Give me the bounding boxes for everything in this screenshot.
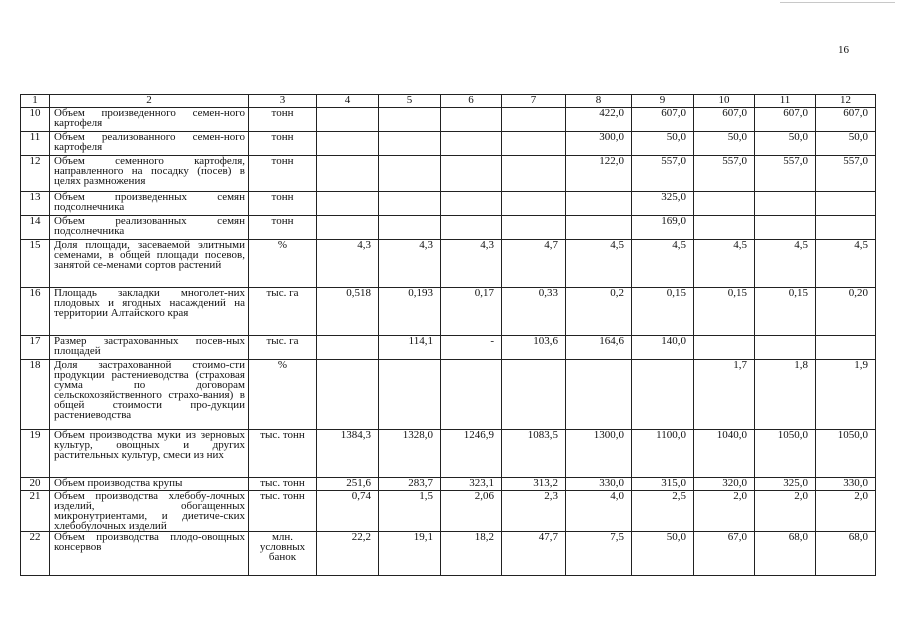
value-cell: 50,0 [755,132,816,156]
row-number: 14 [21,216,50,240]
value-cell [317,216,379,240]
value-cell: 2,06 [441,491,502,532]
table-row [21,240,876,288]
value-cell: 323,1 [441,478,502,491]
value-cell: 0,193 [379,288,441,336]
value-cell [379,108,441,132]
row-number: 19 [21,430,50,478]
table-row [21,532,876,576]
value-cell: 50,0 [632,532,694,576]
row-number: 20 [21,478,50,491]
unit-cell: тыс. га [249,336,317,360]
value-cell: 283,7 [379,478,441,491]
table-row [21,156,876,192]
value-cell: 1100,0 [632,430,694,478]
value-cell: 4,5 [566,240,632,288]
value-cell: 1246,9 [441,430,502,478]
value-cell: 607,0 [632,108,694,132]
value-cell: 0,15 [755,288,816,336]
value-cell [502,108,566,132]
indicator-name: Объем семенного картофеля, направленного на посадку (посев) в целях размножения [50,156,249,192]
value-cell: 4,3 [441,240,502,288]
table-row [21,132,876,156]
value-cell [317,360,379,430]
indicator-name: Объем производства крупы [50,478,249,491]
value-cell: 67,0 [694,532,755,576]
value-cell: 557,0 [632,156,694,192]
value-cell [755,216,816,240]
value-cell: 320,0 [694,478,755,491]
value-cell: 50,0 [632,132,694,156]
row-number: 11 [21,132,50,156]
value-cell: 1,8 [755,360,816,430]
row-number: 15 [21,240,50,288]
value-cell: 2,3 [502,491,566,532]
value-cell: 2,5 [632,491,694,532]
value-cell: 164,6 [566,336,632,360]
value-cell [632,360,694,430]
value-cell: 0,2 [566,288,632,336]
value-cell: 0,33 [502,288,566,336]
value-cell: 4,5 [816,240,876,288]
row-number: 12 [21,156,50,192]
header-cell: 8 [566,95,632,108]
value-cell: 0,15 [632,288,694,336]
header-cell: 6 [441,95,502,108]
value-cell [441,108,502,132]
header-cell: 2 [50,95,249,108]
value-cell [317,156,379,192]
value-cell: 4,5 [694,240,755,288]
row-number: 22 [21,532,50,576]
value-cell: 315,0 [632,478,694,491]
value-cell [694,192,755,216]
value-cell: 68,0 [816,532,876,576]
value-cell: 47,7 [502,532,566,576]
table-row [21,288,876,336]
value-cell: 251,6 [317,478,379,491]
indicator-name: Объем производства плодо-овощных консервов [50,532,249,576]
value-cell: 557,0 [816,156,876,192]
value-cell: 1300,0 [566,430,632,478]
value-cell: 1083,5 [502,430,566,478]
header-cell: 9 [632,95,694,108]
value-cell: 1040,0 [694,430,755,478]
value-cell [379,216,441,240]
indicator-name: Размер застрахованных посев-ных площадей [50,336,249,360]
value-cell: 7,5 [566,532,632,576]
value-cell: 607,0 [755,108,816,132]
value-cell [379,156,441,192]
header-row [21,95,876,108]
unit-cell: тонн [249,192,317,216]
value-cell [566,216,632,240]
value-cell [566,360,632,430]
value-cell: 68,0 [755,532,816,576]
unit-cell: тонн [249,108,317,132]
value-cell: 325,0 [755,478,816,491]
header-cell: 1 [21,95,50,108]
unit-cell: тыс. тонн [249,430,317,478]
value-cell: 330,0 [566,478,632,491]
row-number: 17 [21,336,50,360]
value-cell [502,192,566,216]
header-cell: 5 [379,95,441,108]
value-cell: 4,0 [566,491,632,532]
value-cell: 4,5 [755,240,816,288]
value-cell: 4,3 [317,240,379,288]
value-cell: 0,17 [441,288,502,336]
table-row [21,216,876,240]
row-number: 10 [21,108,50,132]
value-cell [317,192,379,216]
value-cell: 114,1 [379,336,441,360]
unit-cell: % [249,360,317,430]
value-cell [816,216,876,240]
indicator-name: Объем производства хлебобу-лочных изделий, обогащенных микронутриентами, и диетиче-ских хлебобулочных изделий [50,491,249,532]
value-cell: 2,0 [755,491,816,532]
value-cell [379,132,441,156]
value-cell: 0,15 [694,288,755,336]
header-cell: 12 [816,95,876,108]
value-cell: 422,0 [566,108,632,132]
unit-cell: тонн [249,156,317,192]
value-cell: 140,0 [632,336,694,360]
value-cell [441,360,502,430]
value-cell: 122,0 [566,156,632,192]
value-cell [694,336,755,360]
value-cell [317,132,379,156]
value-cell: 2,0 [816,491,876,532]
table-row [21,491,876,532]
value-cell [441,216,502,240]
value-cell [379,192,441,216]
value-cell [317,108,379,132]
value-cell [694,216,755,240]
value-cell [566,192,632,216]
table-row [21,108,876,132]
value-cell [502,216,566,240]
value-cell [755,192,816,216]
unit-cell: тыс. тонн [249,478,317,491]
value-cell: 4,7 [502,240,566,288]
value-cell [755,336,816,360]
header-cell: 11 [755,95,816,108]
indicator-name: Объем производства муки из зерновых культур, овощных и других растительных культур, смеси из них [50,430,249,478]
indicator-name: Площадь закладки многолет-них плодовых и ягодных насаждений на территории Алтайского края [50,288,249,336]
value-cell: 1050,0 [816,430,876,478]
value-cell: 1,5 [379,491,441,532]
value-cell: 557,0 [694,156,755,192]
header-cell: 3 [249,95,317,108]
unit-cell: тонн [249,132,317,156]
indicator-name: Объем произведенных семян подсолнечника [50,192,249,216]
value-cell: 557,0 [755,156,816,192]
value-cell [816,336,876,360]
value-cell: 330,0 [816,478,876,491]
value-cell: 0,20 [816,288,876,336]
indicator-name: Доля застрахованной стоимо-сти продукции растениеводства (страховая сумма по договорам сельскохозяйственного страхо-вания) в общей стоимости про-дукции растениеводства [50,360,249,430]
indicator-name: Объем произведенного семен-ного картофеля [50,108,249,132]
value-cell: 19,1 [379,532,441,576]
value-cell: 4,5 [632,240,694,288]
table-row [21,478,876,491]
value-cell [502,132,566,156]
value-cell: 1,9 [816,360,876,430]
unit-cell: млн. условных банок [249,532,317,576]
value-cell: 313,2 [502,478,566,491]
row-number: 21 [21,491,50,532]
value-cell: 169,0 [632,216,694,240]
value-cell [441,156,502,192]
value-cell [502,360,566,430]
header-cell: 4 [317,95,379,108]
value-cell [379,360,441,430]
unit-cell: тонн [249,216,317,240]
value-cell: 0,74 [317,491,379,532]
indicator-name: Объем реализованных семян подсолнечника [50,216,249,240]
value-cell [502,156,566,192]
header-cell: 7 [502,95,566,108]
indicator-name: Объем реализованного семен-ного картофеля [50,132,249,156]
value-cell [441,192,502,216]
top-edge-line [780,2,895,3]
row-number: 18 [21,360,50,430]
value-cell: 325,0 [632,192,694,216]
value-cell: 607,0 [816,108,876,132]
value-cell [441,132,502,156]
value-cell: 1328,0 [379,430,441,478]
page-number: 16 [838,44,849,56]
table-row [21,360,876,430]
value-cell: 300,0 [566,132,632,156]
table-row [21,192,876,216]
value-cell: 1050,0 [755,430,816,478]
row-number: 16 [21,288,50,336]
value-cell: 4,3 [379,240,441,288]
value-cell: 22,2 [317,532,379,576]
value-cell: 1384,3 [317,430,379,478]
table-row [21,336,876,360]
indicators-table [20,94,876,576]
unit-cell: тыс. тонн [249,491,317,532]
value-cell: 50,0 [694,132,755,156]
unit-cell: тыс. га [249,288,317,336]
value-cell [816,192,876,216]
value-cell: 50,0 [816,132,876,156]
table-row [21,430,876,478]
value-cell: 2,0 [694,491,755,532]
header-cell: 10 [694,95,755,108]
row-number: 13 [21,192,50,216]
value-cell: 1,7 [694,360,755,430]
value-cell: 103,6 [502,336,566,360]
value-cell: 18,2 [441,532,502,576]
indicator-name: Доля площади, засеваемой элитными семенами, в общей площади посевов, занятой се-менами сортов растений [50,240,249,288]
value-cell: - [441,336,502,360]
unit-cell: % [249,240,317,288]
value-cell [317,336,379,360]
value-cell: 0,518 [317,288,379,336]
value-cell: 607,0 [694,108,755,132]
